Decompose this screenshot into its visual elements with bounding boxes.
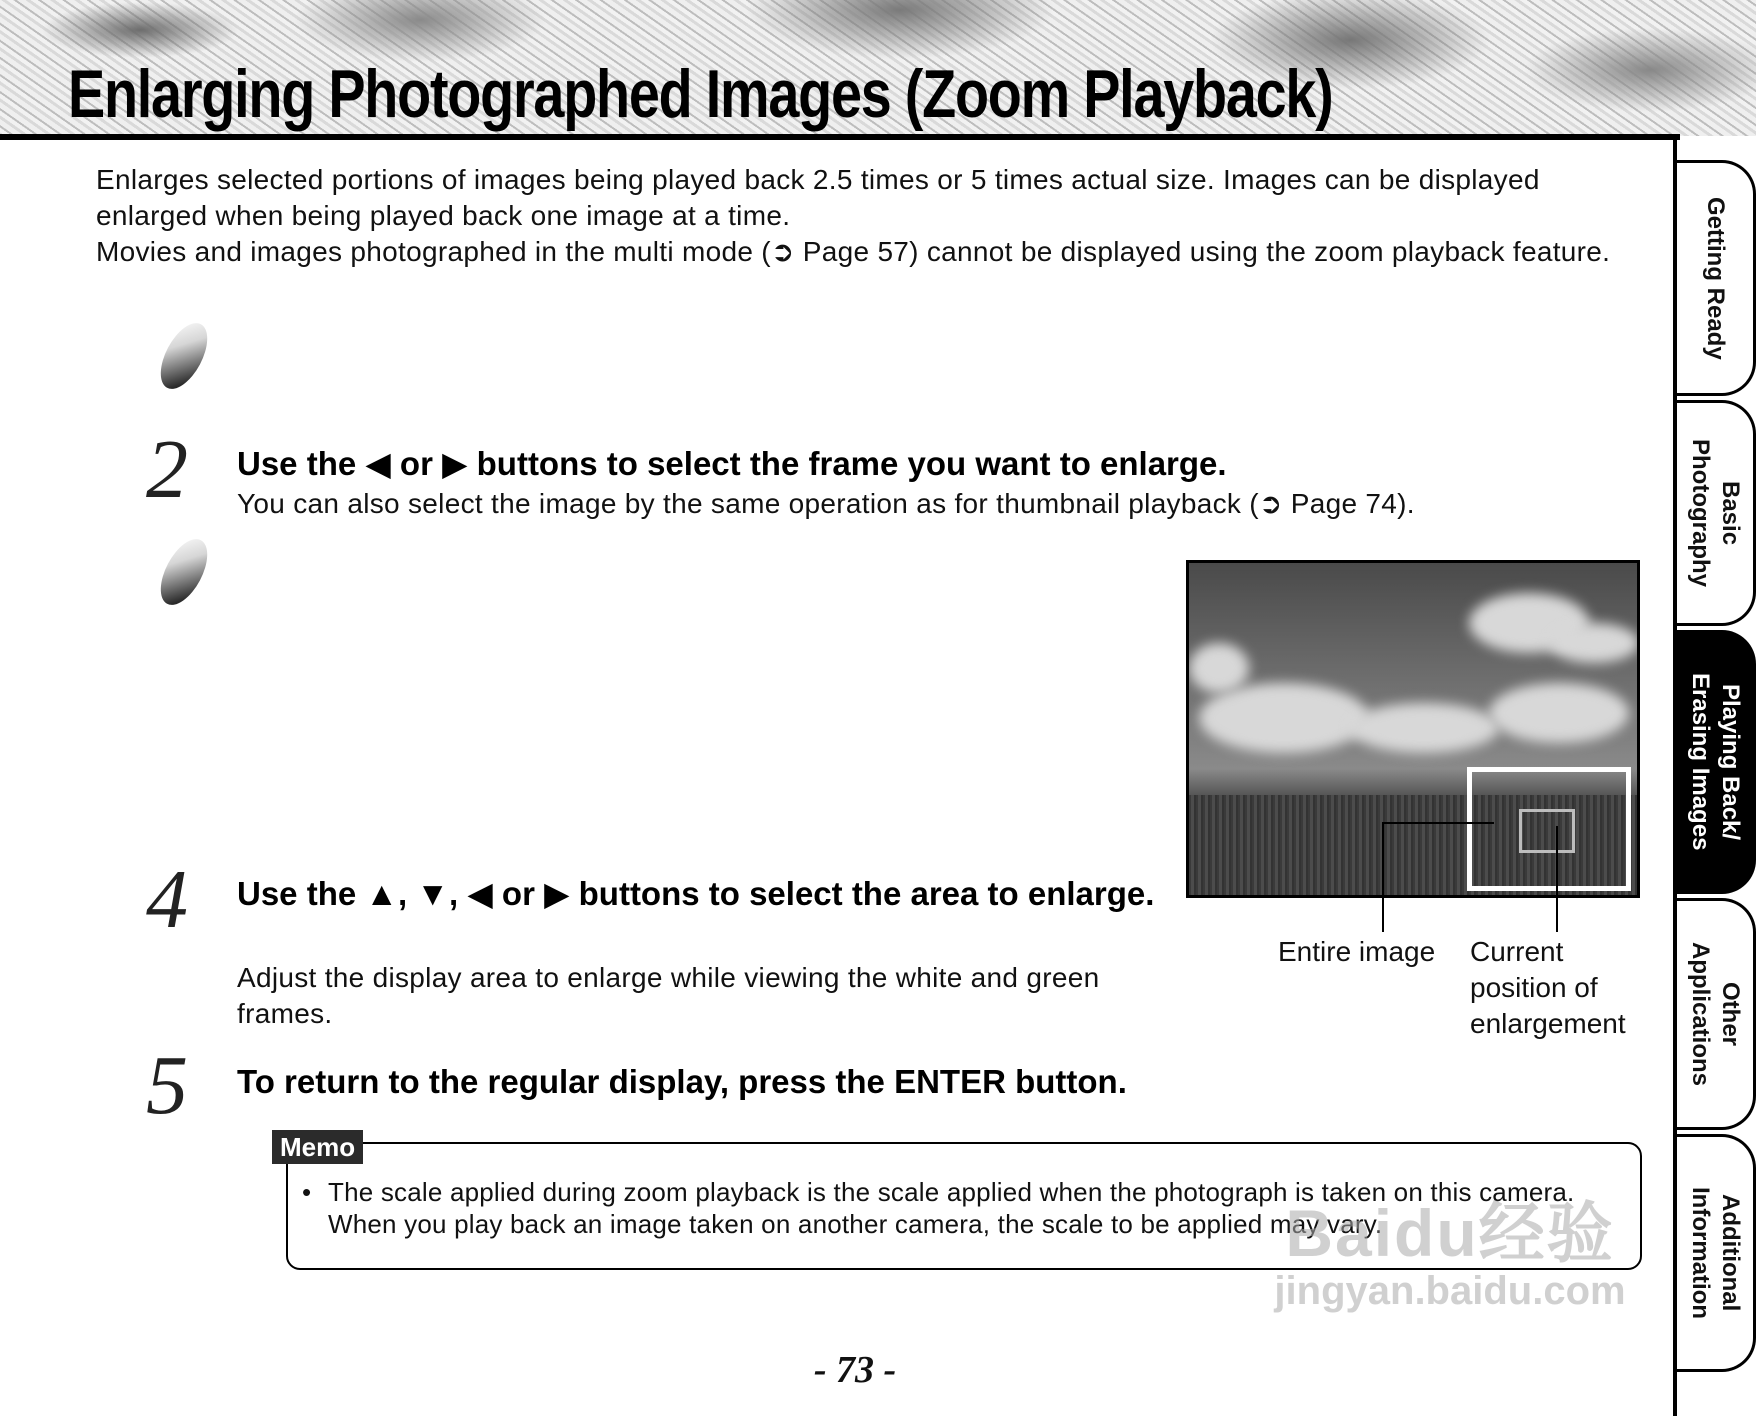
step-4-number: 4 [146, 853, 188, 946]
step-1-marker-icon [151, 316, 217, 396]
tab-label: Basic Photography [1687, 439, 1744, 587]
memo-bullet: • [302, 1177, 312, 1207]
tab-additional-information[interactable] [1677, 1134, 1756, 1372]
step-5-heading: To return to the regular display, press the ENTER button. [237, 1063, 1127, 1100]
step-2-heading: Use the ◀ or ▶ buttons to select the frame you want to enlarge. [237, 445, 1227, 482]
step-2-number: 2 [146, 423, 188, 516]
cloud [1199, 683, 1369, 753]
tab-label: Additional Information [1687, 1187, 1744, 1319]
cloud [1349, 703, 1499, 753]
sample-photo [1186, 560, 1640, 898]
step-4-heading: Use the ▲, ▼, ◀ or ▶ buttons to select the area to enlarge. [237, 875, 1155, 912]
step-5-number: 5 [146, 1039, 188, 1132]
watermark-logo: Baidu经验 [1285, 1196, 1615, 1270]
intro-text [96, 162, 1636, 270]
step-3-marker-icon [151, 532, 217, 612]
header-rule [0, 134, 1680, 140]
memo-label: Memo [272, 1130, 363, 1164]
cloud [1189, 643, 1249, 693]
watermark [1240, 1198, 1660, 1314]
cloud [1489, 683, 1629, 743]
tab-getting-ready[interactable] [1677, 160, 1756, 396]
page-number: - 73 - [813, 1349, 897, 1391]
watermark-url: jingyan.baidu.com [1274, 1269, 1626, 1313]
current-position-frame [1519, 809, 1575, 853]
step-2-description: You can also select the image by the same operation as for thumbnail playback (➲ Page 74). [237, 488, 1415, 519]
cloud [1549, 623, 1639, 663]
tab-basic-photography[interactable] [1677, 400, 1756, 626]
memo-text: The scale applied during zoom playback is the scale applied when the photograph is taken on this camera. When you play back an image taken on another camera, the scale to be applied may vary. [328, 1177, 1575, 1239]
step-4-description: Adjust the display area to enlarge while viewing the white and green frames. [237, 962, 1100, 1029]
leader-line [1382, 822, 1494, 824]
tab-playing-back-erasing[interactable] [1677, 630, 1756, 894]
leader-line [1382, 822, 1384, 932]
intro-paragraph: Enlarges selected portions of images being played back 2.5 times or 5 times actual size. Images can be displayed enlarged when being played back one image at a time. [96, 164, 1540, 231]
page-title: Enlarging Photographed Images (Zoom Playback) [68, 56, 1333, 132]
tab-label: Playing Back/ Erasing Images [1687, 673, 1744, 851]
tab-label: Getting Ready [1702, 196, 1729, 360]
caption-entire-image: Entire image [1278, 936, 1436, 967]
tab-other-applications[interactable] [1677, 898, 1756, 1130]
caption-current-position: Current position of enlargement [1470, 936, 1626, 1039]
intro-paragraph: Movies and images photographed in the multi mode (➲ Page 57) cannot be displayed using the zoom playback feature. [96, 236, 1611, 267]
tab-label: Other Applications [1687, 941, 1744, 1086]
leader-line [1556, 826, 1558, 932]
